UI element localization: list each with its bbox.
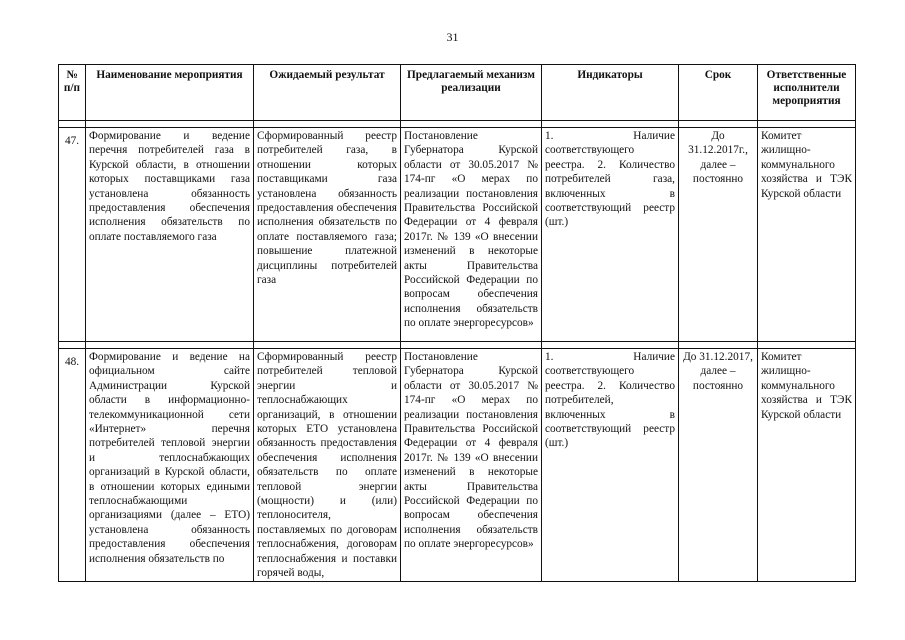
indicators: 1. Наличие соответствующего реестра. 2. Количество потребителей, включенных в соответствующий реестр (шт.) xyxy=(542,349,679,582)
header-term: Срок xyxy=(679,65,758,121)
header-result: Ожидаемый результат xyxy=(254,65,401,121)
measure-name: Формирование и ведение на официальном сайте Администрации Курской области в информационно-телекоммуникационной сети «Интернет» перечня потребителей тепловой энергии и теплоснабжающих организаций в Курской области, в отношении которых едиными теплоснабжающими организациями (далее – ЕТО) установлена обязанность предоставления обеспечения исполнения обязательств по xyxy=(86,349,254,582)
mechanism: Постановление Губернатора Курской области от 30.05.2017 № 174-пг «О мерах по реализации постановления Правительства Российской Федерации от 4 февраля 2017г. № 139 «О внесении изменений в некоторые акты Правительства Российской Федерации по вопросам обеспечения исполнения обязательств по оплате энергоресурсов» xyxy=(401,349,542,582)
responsible: Комитет жилищно-коммунального хозяйства и ТЭК Курской области xyxy=(758,128,856,342)
expected-result: Сформированный реестр потребителей тепловой энергии и теплоснабжающих организаций, в отношении которых ЕТО установлена обязанность предоставления обеспечения исполнения обязательств по оплате тепловой энергии (мощности) и (или) теплоносителя, поставляемых по договорам теплоснабжения, договорам теплоснабжения и поставки горячей воды, xyxy=(254,349,401,582)
spacer-row xyxy=(59,342,856,349)
spacer-row xyxy=(59,121,856,128)
term: До 31.12.2017, далее – постоянно xyxy=(679,349,758,582)
table-row xyxy=(59,128,856,342)
header-num: № п/п xyxy=(59,65,86,121)
header-mechanism: Предлагаемый механизм реализации xyxy=(401,65,542,121)
page-number: 31 xyxy=(446,30,459,44)
header-name: Наименование мероприятия xyxy=(86,65,254,121)
header-responsible: Ответственные исполнители мероприятия xyxy=(758,65,856,121)
responsible: Комитет жилищно-коммунального хозяйства и ТЭК Курской области xyxy=(758,349,856,582)
row-number: 48. xyxy=(59,349,86,582)
header-indicators: Индикаторы xyxy=(542,65,679,121)
table-header-row xyxy=(59,65,856,121)
measure-name: Формирование и ведение перечня потребителей газа в Курской области, в отношении которых поставщиками газа установлена обязанность предоставления обеспечения исполнения обязательств по оплате поставляемого газа xyxy=(86,128,254,342)
row-number: 47. xyxy=(59,128,86,342)
expected-result: Сформированный реестр потребителей газа, в отношении которых поставщиками газа установлена обязанность предоставления обеспечения исполнения обязательств по оплате поставляемого газа; повышение платежной дисциплины потребителей газа xyxy=(254,128,401,342)
table-row xyxy=(59,349,856,582)
measures-table xyxy=(58,64,856,582)
term: До 31.12.2017г., далее – постоянно xyxy=(679,128,758,342)
mechanism: Постановление Губернатора Курской области от 30.05.2017 № 174-пг «О мерах по реализации постановления Правительства Российской Федерации от 4 февраля 2017г. № 139 «О внесении изменений в некоторые акты Правительства Российской Федерации по вопросам обеспечения исполнения обязательств по оплате энергоресурсов» xyxy=(401,128,542,342)
indicators: 1. Наличие соответствующего реестра. 2. Количество потребителей газа, включенных в соответствующий реестр (шт.) xyxy=(542,128,679,342)
